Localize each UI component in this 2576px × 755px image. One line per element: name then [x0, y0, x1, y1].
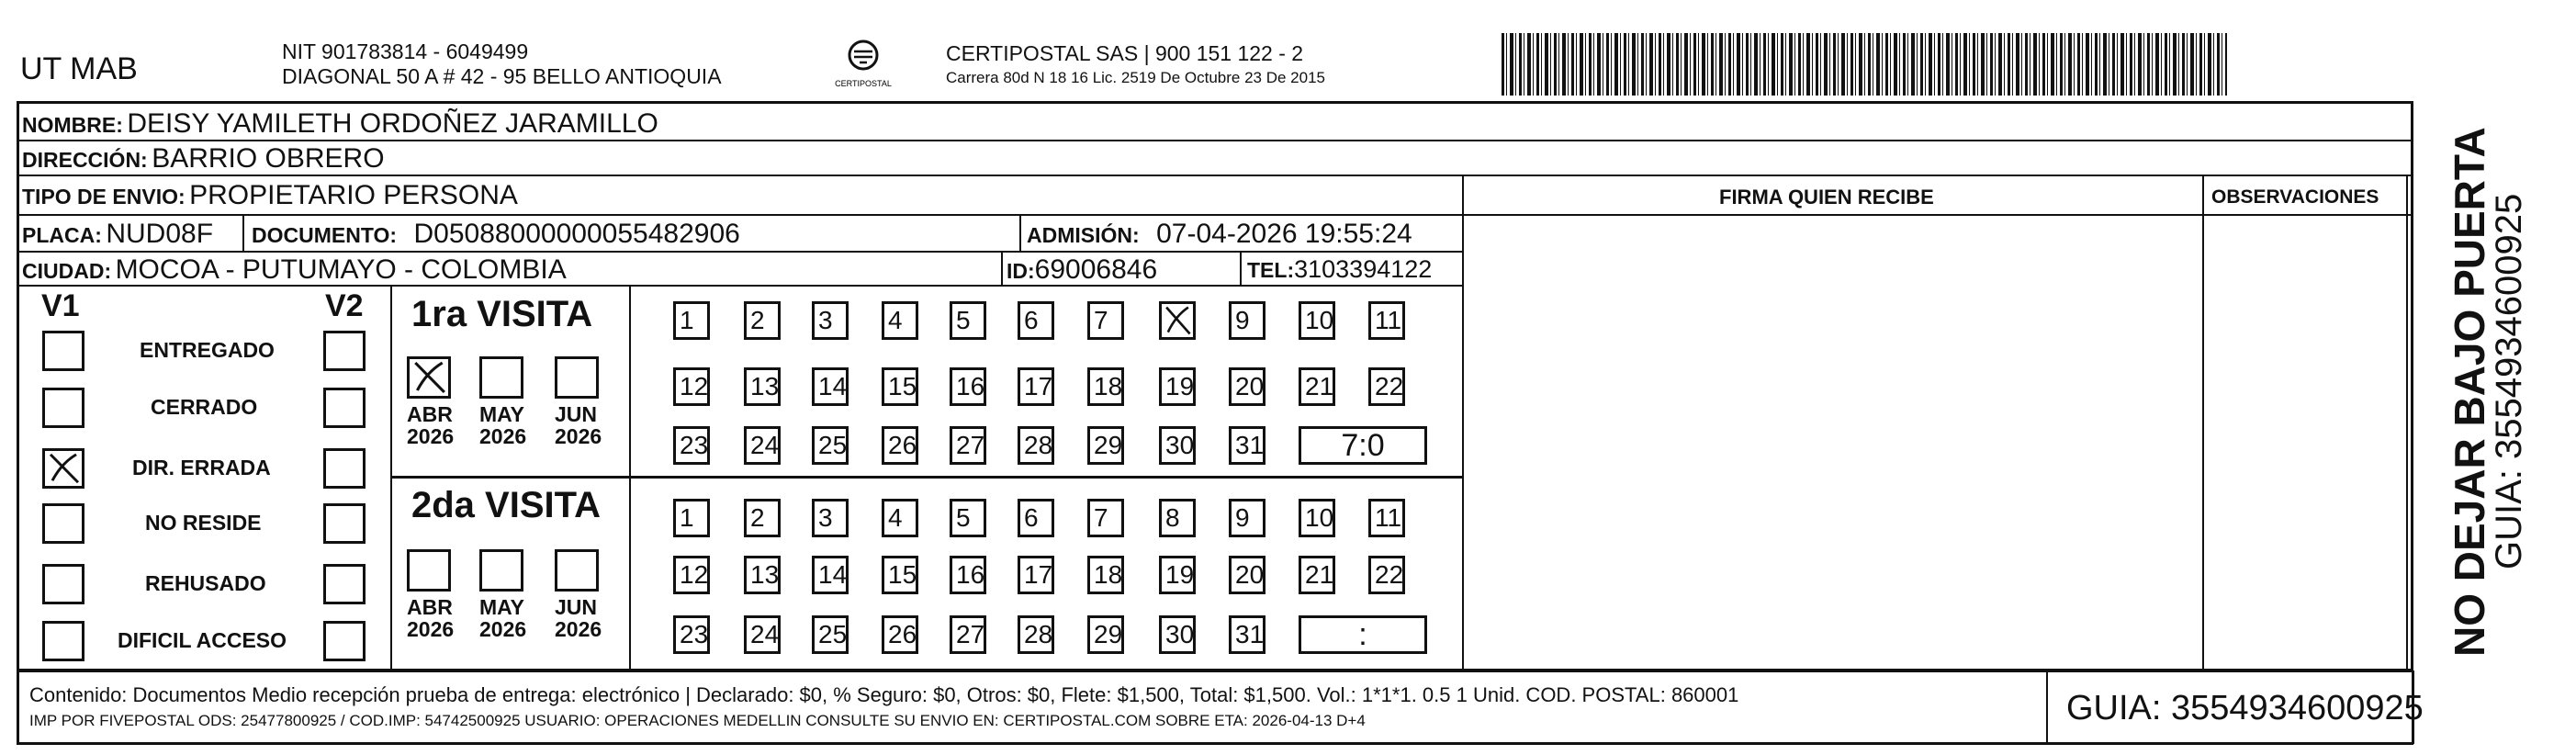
day-box[interactable]: 15 [882, 367, 918, 406]
status-option-label: ENTREGADO [140, 338, 275, 362]
day-box[interactable]: 29 [1087, 426, 1124, 465]
day-box[interactable]: 28 [1018, 615, 1054, 654]
day-box[interactable]: 11 [1368, 301, 1405, 340]
v2-checkbox[interactable] [323, 331, 366, 371]
first-visit-title: 1ra VISITA [411, 294, 593, 334]
day-box[interactable]: 20 [1229, 367, 1266, 406]
day-box[interactable]: 31 [1229, 615, 1266, 654]
day-box[interactable]: 3 [812, 499, 849, 537]
company-name: UT MAB [20, 51, 138, 86]
status-option-label: DIR. ERRADA [132, 456, 271, 479]
day-box[interactable]: 16 [950, 367, 986, 406]
year-label: 2026 [407, 424, 455, 448]
tel-value: 3103394122 [1294, 255, 1433, 283]
day-box[interactable]: 8 [1159, 499, 1196, 537]
month-checkbox[interactable] [479, 549, 523, 592]
day-box[interactable]: 18 [1087, 556, 1124, 594]
year-label: 2026 [407, 617, 455, 641]
barcode [1502, 33, 2227, 96]
day-box[interactable]: 9 [1229, 301, 1266, 340]
placa-label: PLACA: [22, 223, 102, 247]
month-label: ABR [407, 595, 453, 619]
day-box[interactable]: 21 [1299, 556, 1335, 594]
tipo-envio-label: TIPO DE ENVIO: [22, 185, 186, 208]
placa-value: NUD08F [106, 219, 214, 249]
documento-value: D05088000000055482906 [413, 219, 740, 249]
v1-label: V1 [41, 288, 80, 323]
month-label: JUN [555, 402, 598, 426]
firma-area[interactable] [1466, 215, 2200, 667]
v2-label: V2 [325, 288, 364, 323]
time-box[interactable]: : [1299, 615, 1427, 654]
day-box[interactable]: 17 [1018, 367, 1054, 406]
month-checkbox[interactable] [555, 549, 599, 592]
day-box[interactable]: 16 [950, 556, 986, 594]
nombre-value: DEISY YAMILETH ORDOÑEZ JARAMILLO [127, 108, 658, 139]
second-visit-title: 2da VISITA [411, 485, 601, 525]
tipo-envio-value: PROPIETARIO PERSONA [189, 180, 518, 210]
day-box[interactable]: 23 [673, 426, 710, 465]
status-option-label: DIFICIL ACCESO [118, 628, 287, 652]
year-label: 2026 [555, 617, 602, 641]
no-dejar-warning: NO DEJAR BAJO PUERTA [2446, 127, 2493, 657]
day-box[interactable]: 18 [1087, 367, 1124, 406]
day-box[interactable]: 22 [1368, 556, 1405, 594]
day-box[interactable]: 19 [1159, 556, 1196, 594]
day-box[interactable]: 5 [950, 499, 986, 537]
id-value: 69006846 [1034, 254, 1158, 285]
month-checkbox[interactable] [407, 356, 451, 399]
day-box[interactable]: 25 [812, 426, 849, 465]
day-box[interactable]: 2 [744, 499, 781, 537]
day-box[interactable]: 9 [1229, 499, 1266, 537]
v2-checkbox[interactable] [323, 448, 366, 489]
day-box[interactable]: 27 [950, 426, 986, 465]
v2-checkbox[interactable] [323, 564, 366, 604]
day-box[interactable]: 31 [1229, 426, 1266, 465]
nombre-label: NOMBRE: [22, 113, 123, 137]
v1-checkbox[interactable] [42, 448, 84, 489]
admision-value: 07-04-2026 19:55:24 [1156, 219, 1412, 249]
day-box[interactable]: 5 [950, 301, 986, 340]
month-label: JUN [555, 595, 598, 619]
v1-checkbox[interactable] [42, 621, 84, 661]
direccion-value: BARRIO OBRERO [152, 143, 385, 174]
documento-label: DOCUMENTO: [252, 223, 398, 247]
ciudad-label: CIUDAD: [22, 259, 112, 283]
day-box[interactable]: 14 [812, 556, 849, 594]
month-label: ABR [407, 402, 453, 426]
status-option-label: NO RESIDE [145, 511, 262, 535]
day-box[interactable]: 6 [1018, 499, 1054, 537]
day-box[interactable]: 13 [744, 556, 781, 594]
day-box[interactable]: 30 [1159, 426, 1196, 465]
time-box[interactable]: 7:0 [1299, 426, 1427, 465]
day-box[interactable]: 15 [882, 556, 918, 594]
v1-checkbox[interactable] [42, 331, 84, 371]
month-checkbox[interactable] [555, 356, 599, 399]
v1-checkbox[interactable] [42, 503, 84, 544]
v2-checkbox[interactable] [323, 503, 366, 544]
certipostal-logo [827, 39, 900, 94]
month-label: MAY [479, 402, 524, 426]
day-box[interactable]: 7 [1087, 301, 1124, 340]
day-box[interactable]: 1 [673, 499, 710, 537]
v1-checkbox[interactable] [42, 388, 84, 428]
day-box[interactable]: 25 [812, 615, 849, 654]
certipostal-license: Carrera 80d N 18 16 Lic. 2519 De Octubre 23 De 2015 [946, 69, 1325, 86]
day-box[interactable]: 6 [1018, 301, 1054, 340]
day-box[interactable]: 10 [1299, 499, 1335, 537]
v1-checkbox[interactable] [42, 564, 84, 604]
observaciones-area[interactable] [2206, 215, 2404, 667]
year-label: 2026 [479, 424, 527, 448]
day-box[interactable]: 19 [1159, 367, 1196, 406]
status-option-label: REHUSADO [145, 571, 266, 595]
footer-guia: GUIA: 3554934600925 [2066, 689, 2424, 727]
svg-text:CERTIPOSTAL: CERTIPOSTAL [835, 79, 892, 88]
id-label: ID: [1007, 259, 1035, 283]
firma-header: FIRMA QUIEN RECIBE [1719, 186, 1934, 208]
day-box[interactable]: 10 [1299, 301, 1335, 340]
day-box[interactable]: 24 [744, 615, 781, 654]
day-box[interactable]: 13 [744, 367, 781, 406]
day-box[interactable]: 28 [1018, 426, 1054, 465]
month-label: MAY [479, 595, 524, 619]
day-box[interactable]: 2 [744, 301, 781, 340]
month-checkbox[interactable] [479, 356, 523, 399]
v2-checkbox[interactable] [323, 621, 366, 661]
day-box[interactable]: 22 [1368, 367, 1405, 406]
tel-label: TEL: [1247, 258, 1295, 282]
day-box[interactable]: 24 [744, 426, 781, 465]
day-box[interactable]: 26 [882, 615, 918, 654]
day-box[interactable]: 11 [1368, 499, 1405, 537]
ciudad-value: MOCOA - PUTUMAYO - COLOMBIA [115, 254, 567, 285]
year-label: 2026 [555, 424, 602, 448]
day-box[interactable]: 17 [1018, 556, 1054, 594]
day-box[interactable]: 20 [1229, 556, 1266, 594]
day-box[interactable]: 12 [673, 367, 710, 406]
observaciones-header: OBSERVACIONES [2211, 186, 2379, 208]
nit-text: NIT 901783814 - 6049499 [282, 39, 529, 63]
day-box[interactable]: 1 [673, 301, 710, 340]
day-box[interactable]: 14 [812, 367, 849, 406]
day-box[interactable]: 7 [1087, 499, 1124, 537]
v2-checkbox[interactable] [323, 388, 366, 428]
side-guia: GUIA: 3554934600925 [2489, 193, 2529, 569]
day-box[interactable]: 3 [812, 301, 849, 340]
day-box[interactable]: 30 [1159, 615, 1196, 654]
certipostal-info: CERTIPOSTAL SAS | 900 151 122 - 2 [946, 41, 1304, 65]
day-box[interactable] [1159, 301, 1196, 340]
footer-content: Contenido: Documentos Medio recepción prueba de entrega: electrónico | Declarado: $0, % Seguro: $0, Otros: $0, Flete: $1,500, Total: $1,500. Vol.: 1*1*1. 0.5 1 Unid. COD. POSTAL: 860001 [29, 683, 1739, 706]
footer-print-info: IMP POR FIVEPOSTAL ODS: 25477800925 / COD.IMP: 54742500925 USUARIO: OPERACIONES MEDELLIN CONSULTE SU ENVIO EN: CERTIPOSTAL.COM SOBRE ETA: 2026-04-13 D+4 [29, 712, 1366, 729]
day-box[interactable]: 23 [673, 615, 710, 654]
day-box[interactable]: 4 [882, 301, 918, 340]
day-box[interactable]: 21 [1299, 367, 1335, 406]
year-label: 2026 [479, 617, 527, 641]
day-box[interactable]: 29 [1087, 615, 1124, 654]
day-box[interactable]: 26 [882, 426, 918, 465]
day-box[interactable]: 27 [950, 615, 986, 654]
month-checkbox[interactable] [407, 549, 451, 592]
admision-label: ADMISIÓN: [1027, 223, 1140, 247]
day-box[interactable]: 4 [882, 499, 918, 537]
day-box[interactable]: 12 [673, 556, 710, 594]
status-option-label: CERRADO [151, 395, 258, 419]
direccion-label: DIRECCIÓN: [22, 148, 148, 172]
sender-address: DIAGONAL 50 A # 42 - 95 BELLO ANTIOQUIA [282, 64, 722, 88]
